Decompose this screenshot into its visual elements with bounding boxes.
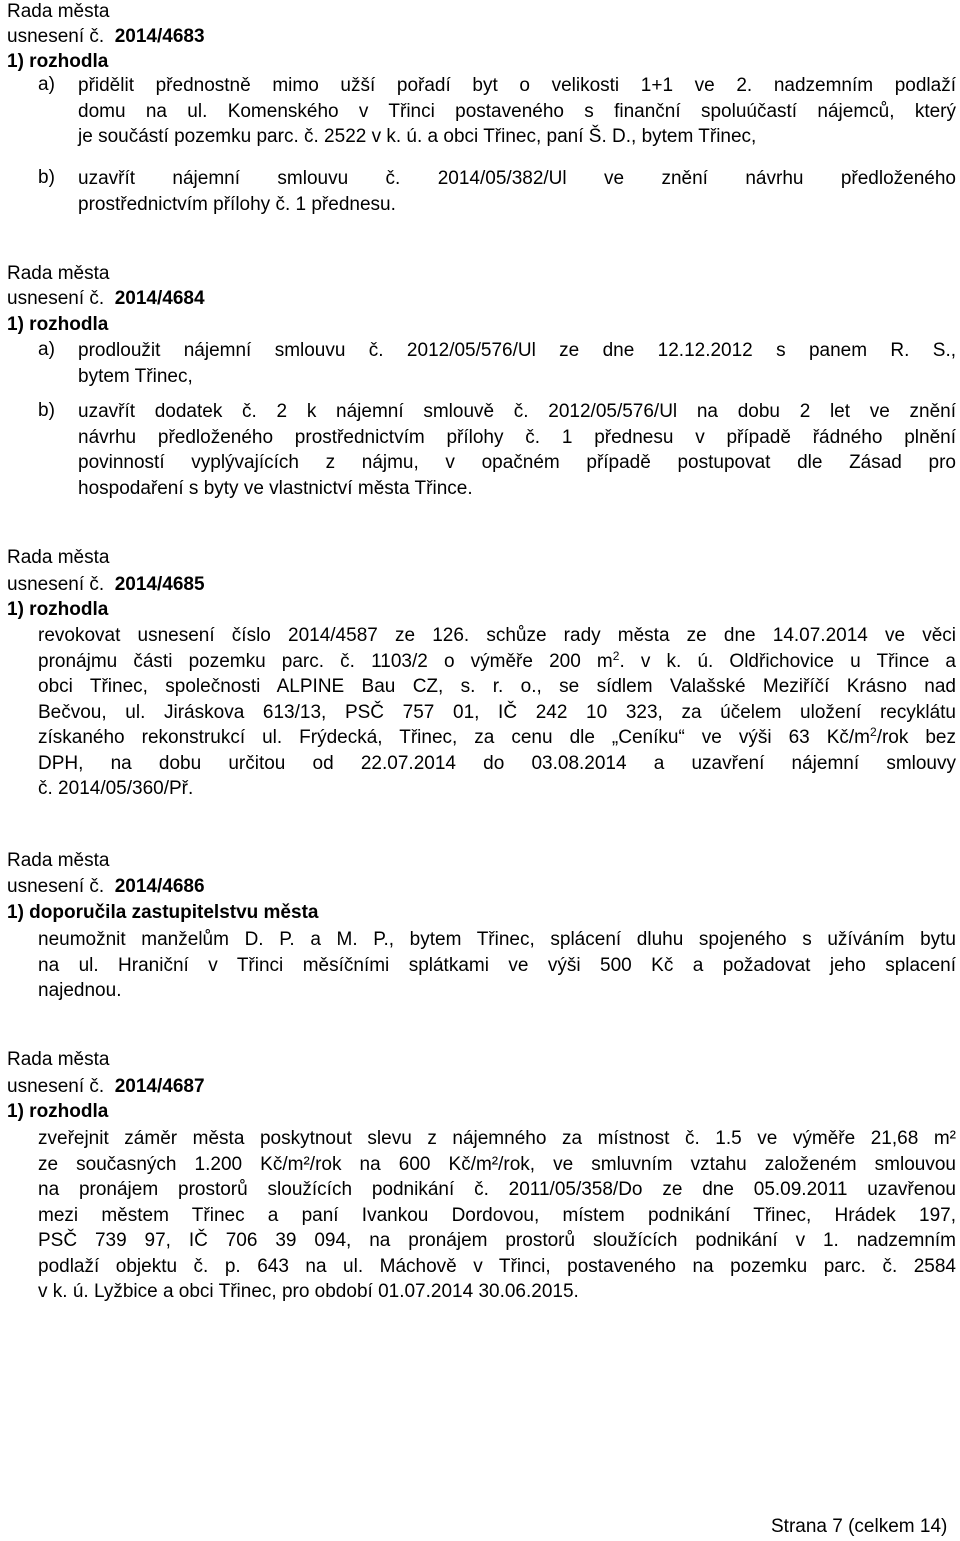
superscript: 2 [870,725,877,739]
resolution-number [7,1075,205,1099]
text-line [38,725,956,751]
text-segment: získaného rekonstrukcí ul. Frýdecká, Třinec, za cenu dle „Ceníku“ ve výši 63 Kč/m [38,727,870,748]
rada-mesta-heading: Rada města [7,263,110,284]
text-line: Bečvou, ul. Jiráskova 613/13, PSČ 757 01, IČ 242 10 323, za účelem uložení recyklátu [38,701,956,723]
item-a-text [78,338,956,389]
text-line [38,649,956,675]
superscript: 2 [612,648,620,663]
decision-heading: 1) rozhodla [7,51,109,72]
resolution-number [7,875,205,899]
item-marker: b) [38,400,55,421]
text-line: mezi městem Třinec a paní Ivankou Dordovou, místem podnikání Třinec, Hrádek 197, [38,1204,956,1226]
decision-text [38,1126,956,1305]
decision-heading: 1) rozhodla [7,599,109,620]
item-a-text [78,73,956,150]
text-line: uzavřít dodatek č. 2 k nájemní smlouvě č. 2012/05/576/Ul na dobu 2 let ve znění [78,401,956,422]
resolution-label: usnesení č. [7,1076,105,1097]
decision-heading: 1) doporučila zastupitelstvu města [7,902,319,923]
decision-text [38,623,956,802]
text-line: je součástí pozemku parc. č. 2522 v k. ú. a obci Třinec, paní Š. D., bytem Třinec, [78,126,757,147]
text-line: domu na ul. Komenského v Třinci postaveného s finanční spoluúčastí nájemců, který [78,100,956,122]
text-line: revokovat usnesení číslo 2014/4587 ze 126. schůze rady města ze dne 14.07.2014 ve věci [38,625,956,646]
decision-heading: 1) rozhodla [7,314,109,335]
rada-mesta-heading: Rada města [7,1,110,22]
resolution-number [7,287,205,311]
text-line: povinností vyplývajících z nájmu, v opačném případě postupovat dle Zásad pro [78,452,956,473]
text-segment: pronájmu části pozemku parc. č. 1103/2 o výměře 200 m [38,650,613,672]
text-line: na ul. Hraniční v Třinci měsíčními splátkami ve výši 500 Kč a požadovat jeho splacení [38,954,956,976]
text-segment: . v k. ú. Oldřichovice u Třince a [619,650,956,672]
text-segment: /rok bez [876,727,956,748]
text-line: prodloužit nájemní smlouvu č. 2012/05/576/Ul ze dne 12.12.2012 s panem R. S., [78,340,956,361]
text-line: najednou. [38,980,122,1001]
resolution-number [7,25,205,49]
text-line: na pronájem prostorů sloužících podnikání č. 2011/05/358/Do ze dne 05.09.2011 uzavřenou [38,1179,956,1200]
resolution-label: usnesení č. [7,876,105,897]
decision-heading: 1) rozhodla [7,1101,109,1122]
text-line: v k. ú. Lyžbice a obci Třinec, pro období 01.07.2014 30.06.2015. [38,1281,579,1302]
text-line: návrhu předloženého prostřednictvím přílohy č. 1 přednesu v případě řádného plnění [78,426,956,448]
resolution-label: usnesení č. [7,574,105,595]
page-footer: Strana 7 (celkem 14) [771,1516,948,1537]
resolution-id: 2014/4683 [114,26,205,47]
text-line: přidělit přednostně mimo užší pořadí byt o velikosti 1+1 ve 2. nadzemním podlaží [78,75,956,96]
resolution-number [7,573,205,597]
text-line: DPH, na dobu určitou od 22.07.2014 do 03.08.2014 a uzavření nájemní smlouvy [38,752,956,774]
resolution-label: usnesení č. [7,26,105,47]
item-marker: a) [38,339,55,360]
resolution-id: 2014/4686 [114,876,205,897]
text-line: neumožnit manželům D. P. a M. P., bytem Třinec, splácení dluhu spojeného s užíváním bytu [38,929,956,950]
resolution-id: 2014/4684 [114,288,205,309]
item-marker: a) [38,74,55,95]
item-b-text [78,399,956,501]
item-b-text [78,166,956,217]
text-line: č. 2014/05/360/Př. [38,778,194,799]
item-marker: b) [38,167,55,188]
resolution-id: 2014/4685 [114,574,205,595]
text-line: uzavřít nájemní smlouvu č. 2014/05/382/Ul ve znění návrhu předloženého [78,168,956,189]
resolution-id: 2014/4687 [114,1076,205,1097]
rada-mesta-heading: Rada města [7,1049,110,1070]
text-line: obci Třinec, společnosti ALPINE Bau CZ, s. r. o., se sídlem Valašské Meziříčí Krásno nad [38,676,956,697]
rada-mesta-heading: Rada města [7,547,110,568]
text-line: PSČ 739 97, IČ 706 39 094, na pronájem prostorů sloužících podnikání v 1. nadzemním [38,1230,956,1251]
text-line: podlaží objektu č. p. 643 na ul. Máchově v Třinci, postaveného na pozemku parc. č. 2584 [38,1255,956,1277]
resolution-label: usnesení č. [7,288,105,309]
text-line: hospodaření s byty ve vlastnictví města Třince. [78,477,473,499]
decision-text [38,927,956,1004]
text-line: bytem Třinec, [78,365,193,387]
rada-mesta-heading: Rada města [7,850,110,871]
text-line: prostřednictvím přílohy č. 1 přednesu. [78,193,396,215]
text-line: zveřejnit záměr města poskytnout slevu z nájemného za místnost č. 1.5 ve výměře 21,68 m² [38,1128,956,1149]
text-line: ze současných 1.200 Kč/m²/rok na 600 Kč/m²/rok, ve smluvním vztahu založeném smlouvou [38,1153,956,1175]
